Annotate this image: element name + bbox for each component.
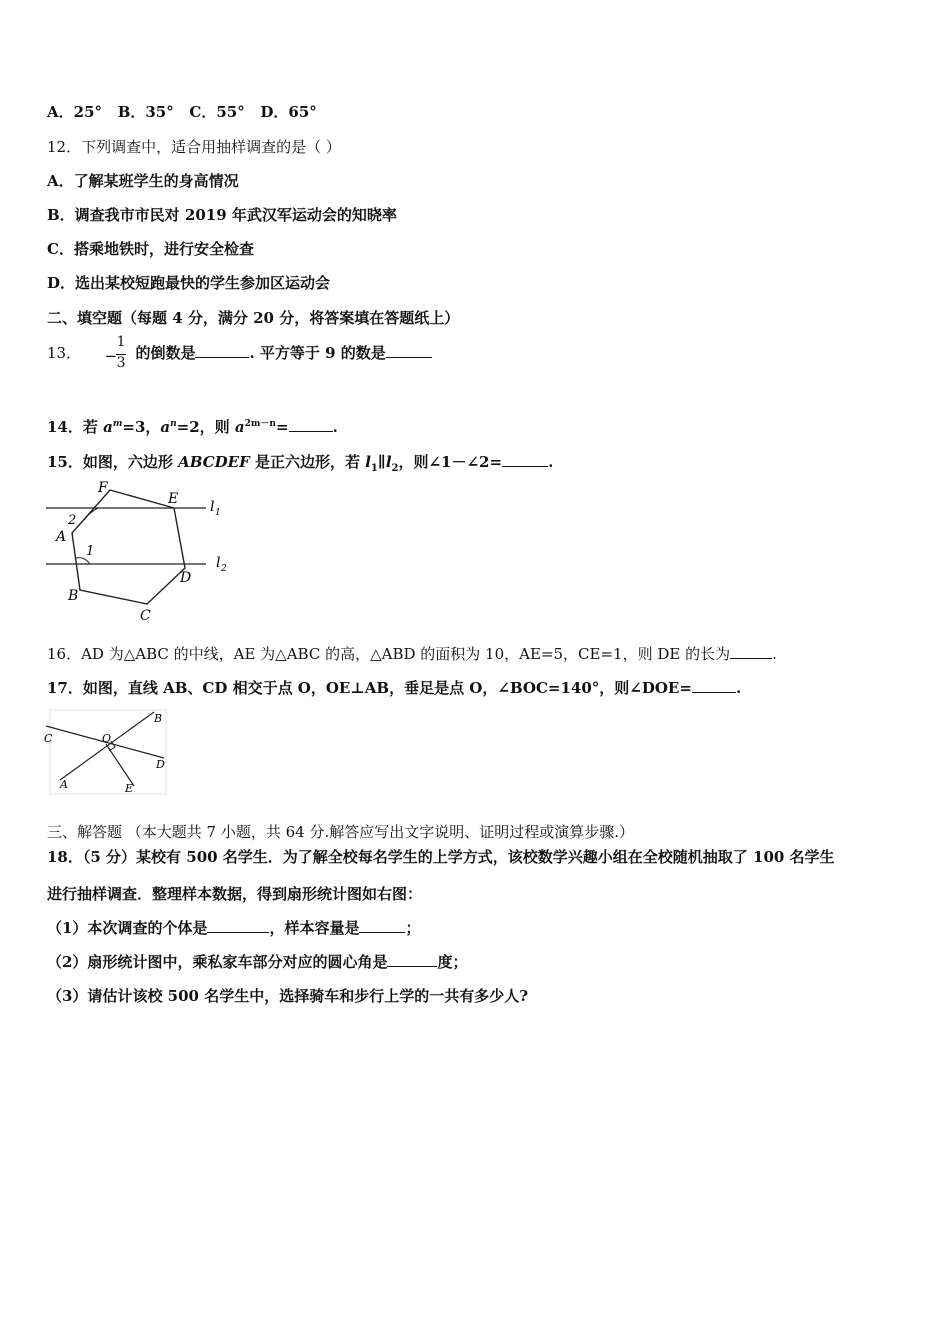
label-E: E xyxy=(125,782,134,795)
q15-l1-sub: 1 xyxy=(370,463,378,474)
q18-part-1-blank-1 xyxy=(207,918,269,933)
q18-line-2: 进行抽样调查．整理样本数据，得到扇形统计图如右图： xyxy=(47,885,423,903)
q16-text: 16．AD 为△ABC 的中线，AE 为△ABC 的高，△ABD 的面积为 10，AE=5，CE=1，则 DE 的长为 xyxy=(47,645,731,663)
q12-option-d: D．选出某校短跑最快的学生参加区运动会 xyxy=(47,274,331,292)
q11-option-c: C．55° xyxy=(189,103,245,121)
q14-var-a-2: a xyxy=(160,418,171,436)
q15-l1: l xyxy=(365,453,371,471)
label-B: B xyxy=(154,712,163,725)
q15-l2: l xyxy=(385,453,392,471)
q13-blank-1 xyxy=(195,343,249,358)
angle-2-arc xyxy=(84,508,98,520)
q18-part-1-text-a: （1）本次调查的个体是 xyxy=(47,919,208,937)
q18-part-2-text-a: （2）扇形统计图中，乘私家车部分对应的圆心角是 xyxy=(47,953,388,971)
q15-parallel: ∥ xyxy=(377,453,386,471)
q18-part-1-blank-2 xyxy=(359,918,405,933)
q18-part-2 xyxy=(47,951,467,972)
q11-options xyxy=(47,101,317,122)
q15-hexagon-figure xyxy=(40,478,240,628)
q15-blank xyxy=(502,452,548,467)
label-l1-sub: 1 xyxy=(215,508,221,518)
q16 xyxy=(47,643,777,664)
q14-eq-3: = xyxy=(275,418,289,436)
q13-text-2: . 平方等于 9 的数是 xyxy=(249,344,386,362)
q14-blank xyxy=(289,417,333,432)
q13-minus-sign: − xyxy=(104,347,118,365)
q18-part-1 xyxy=(47,917,420,938)
q16-end: . xyxy=(772,645,777,663)
q13-numerator: 1 xyxy=(116,334,126,350)
q14-var-a-3: a xyxy=(234,418,245,436)
q14-exp-n: n xyxy=(170,419,177,429)
q18-part-2-blank xyxy=(387,952,437,967)
q13-fraction xyxy=(105,334,131,374)
q17-end: . xyxy=(735,679,742,697)
q15-text-1: 15．如图，六边形 xyxy=(47,453,179,471)
label-l2-sub: 2 xyxy=(221,564,227,574)
q11-option-a: A．25° xyxy=(47,103,103,121)
label-F: F xyxy=(98,480,108,496)
q14-text-1: 14．若 xyxy=(47,418,104,436)
q15-shape-name: ABCDEF xyxy=(178,453,250,471)
q15-l2-sub: 2 xyxy=(391,463,399,474)
label-A: A xyxy=(56,529,67,545)
q15-end: . xyxy=(548,453,554,471)
label-B: B xyxy=(68,588,79,604)
q14-eq-2: =2，则 xyxy=(176,418,235,436)
q18-part-1-text-b: ，样本容量是 xyxy=(269,919,360,937)
q14 xyxy=(47,416,338,437)
label-l1: l xyxy=(210,499,215,515)
q14-exp-2m-n: 2m－n xyxy=(244,419,276,429)
label-D: D xyxy=(180,570,192,586)
q13-denominator: 3 xyxy=(116,355,126,371)
q15-text-2: 是正六边形，若 xyxy=(249,453,366,471)
q12-option-a: A．了解某班学生的身高情况 xyxy=(47,172,239,190)
q15-text-3: ，则∠1－∠2= xyxy=(398,453,503,471)
label-angle-1: 1 xyxy=(86,544,95,559)
section3-title: 三、解答题 （本大题共 7 小题，共 64 分.解答应写出文字说明、证明过程或演算步骤.） xyxy=(47,823,635,841)
q15 xyxy=(47,451,553,474)
q18-part-3: （3）请估计该校 500 名学生中，选择骑车和步行上学的一共有多少人? xyxy=(47,987,528,1005)
q13-text-1: 的倒数是 xyxy=(135,344,196,362)
q13 xyxy=(47,334,432,374)
q11-option-b: B．35° xyxy=(117,103,174,121)
label-C: C xyxy=(140,608,151,624)
q17-blank xyxy=(692,678,736,693)
q12-stem: 12．下列调查中，适合用抽样调查的是（ ） xyxy=(47,138,341,156)
q17-text: 17．如图，直线 AB、CD 相交于点 O，OE⊥AB，垂足是点 O，∠BOC=140°，则∠DOE= xyxy=(47,679,692,697)
q16-blank xyxy=(730,644,772,659)
q18-part-1-text-c: ； xyxy=(405,919,421,937)
q14-exp-m: m xyxy=(112,419,123,429)
q18-line-1: 18．（5 分）某校有 500 名学生．为了解全校每名学生的上学方式，该校数学兴趣小组在全校随机抽取了 100 名学生 xyxy=(47,848,835,866)
label-angle-2: 2 xyxy=(68,513,77,528)
q12-option-c: C．搭乘地铁时，进行安全检查 xyxy=(47,240,254,258)
label-A: A xyxy=(60,778,68,791)
q18-part-2-text-b: 度； xyxy=(437,953,468,971)
q17-intersecting-lines-figure xyxy=(40,706,170,798)
q13-blank-2 xyxy=(386,343,432,358)
q14-var-a: a xyxy=(103,418,113,436)
q12-option-b: B．调查我市市民对 2019 年武汉军运动会的知晓率 xyxy=(47,206,397,224)
label-D: D xyxy=(156,758,165,771)
q14-eq-1: =3， xyxy=(122,418,161,436)
q13-number: 13． xyxy=(47,344,82,362)
label-C: C xyxy=(44,732,53,745)
label-E: E xyxy=(168,491,179,507)
label-l2: l xyxy=(216,555,221,571)
q14-end: . xyxy=(332,418,338,436)
label-O: O xyxy=(102,732,112,745)
q11-option-d: D．65° xyxy=(260,103,317,121)
q17 xyxy=(47,677,741,698)
section2-title: 二、填空题（每题 4 分，满分 20 分，将答案填在答题纸上） xyxy=(47,309,460,327)
